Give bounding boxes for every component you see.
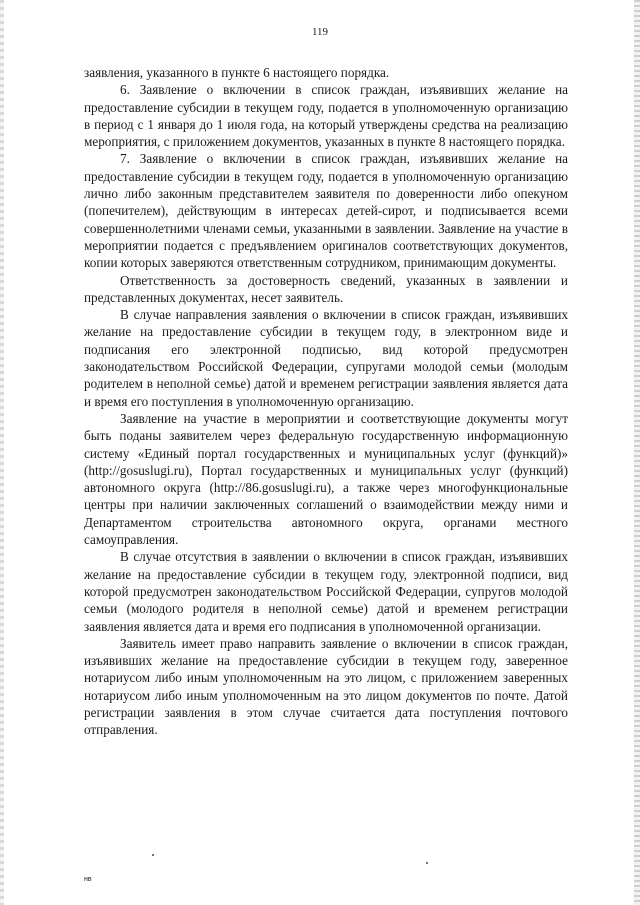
scan-speck (426, 862, 428, 864)
paragraph-portal-submission: Заявление на участие в мероприятии и соответствующие документы могут быть поданы заявителем через федеральную государственную информационную систему «Единый портал государственных и муниципальных услуг (функций)» (http://gosuslugi.ru), Портал государственных и муниципальных услуг (функций) автономного округа (http://86.gosuslugi.ru), а также через многофункциональные центры при наличии заключенных соглашений о взаимодействии между ними и Департаментом строительства автономного округа, органами местного самоуправления. (84, 410, 568, 548)
scan-speck (152, 854, 154, 856)
document-body (84, 64, 568, 739)
paragraph-continued: заявления, указанного в пункте 6 настоящего порядка. (84, 65, 390, 80)
paragraph-responsibility: Ответственность за достоверность сведений, указанных в заявлении и представленных документах, несет заявитель. (84, 272, 568, 305)
scan-edge-right (634, 0, 640, 905)
page-number: 119 (311, 26, 329, 38)
scan-edge-left (0, 0, 4, 905)
paragraph-item-7: 7. Заявление о включении в список граждан, изъявивших желание на предоставление субсидии в текущем году, подается в уполномоченную организацию лично либо законным представителем заявителя по доверенности либо опекуном (попечителем), действующим в интересах детей-сирот, и подписывается всеми совершеннолетними членами семьи, указанными в заявлении. Заявление на участие в мероприятии подается с предъявлением оригиналов соответствующих документов, копии которых заверяются ответственным сотрудником, принимающим документы. (84, 151, 568, 271)
paragraph-electronic-submission: В случае направления заявления о включении в список граждан, изъявивших желание на предоставление субсидии в текущем году, в электронном виде и подписания его электронной подписью, вид которой предусмотрен законодательством Российской Федерации, супругами молодой семьи (молодым родителем в неполной семье) датой и временем регистрации заявления является дата и время его поступления в уполномоченную организацию. (84, 307, 568, 409)
footer-mark: нв (84, 876, 92, 883)
paragraph-no-signature: В случае отсутствия в заявлении о включении в список граждан, изъявивших желание на предоставление субсидии в текущем году, электронной подписи, вид которой предусмотрен законодательством Российской Федерации, супругов молодой семьи (молодого родителя в неполной семье) датой и временем регистрации заявления является дата и время его подписания в уполномоченной организации. (84, 549, 568, 634)
paragraph-postal-submission: Заявитель имеет право направить заявление о включении в список граждан, изъявивших желание на предоставление субсидии в текущем году, заверенное нотариусом либо иным уполномоченным на это лицом, с приложением заверенных нотариусом либо иным уполномоченным на это лицом документов по почте. Датой регистрации заявления в этом случае считается дата поступления почтового отправления. (84, 635, 568, 738)
paragraph-item-6: 6. Заявление о включении в список граждан, изъявивших желание на предоставление субсидии в текущем году, подается в уполномоченную организацию в период с 1 января до 1 июля года, на который утверждены средства на реализацию мероприятия, с приложением документов, указанных в пункте 8 настоящего порядка. (84, 82, 568, 150)
